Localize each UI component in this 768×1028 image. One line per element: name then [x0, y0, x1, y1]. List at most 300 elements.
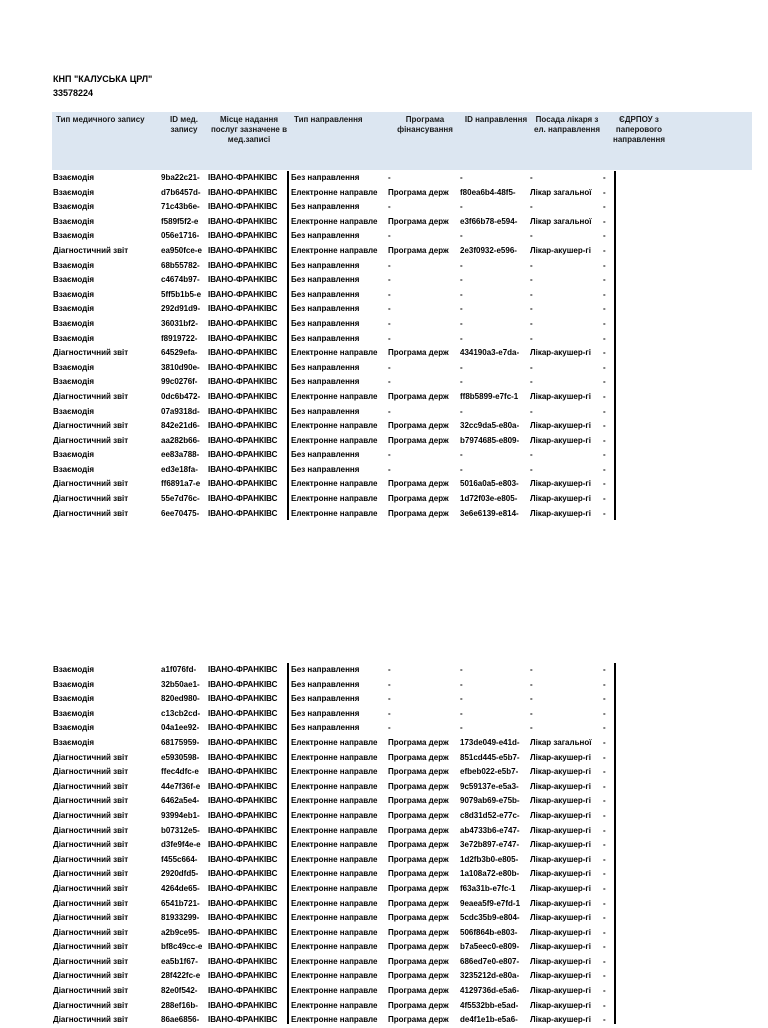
- cell-funding-program: Програма держ: [388, 767, 449, 777]
- table-row: [52, 867, 752, 882]
- cell-referral-type: Електронне направле: [291, 869, 378, 879]
- cell-doctor-position: -: [530, 275, 533, 285]
- cell-record-id: 32b50ae1-: [161, 679, 200, 689]
- cell-doctor-position: Лікар-акушер-гі: [530, 796, 591, 806]
- cell-doctor-position: Лікар-акушер-гі: [530, 494, 591, 504]
- table-row: [52, 940, 752, 955]
- cell-doctor-position: Лікар-акушер-гі: [530, 986, 591, 996]
- cell-service-place: ІВАНО-ФРАНКІВС: [208, 508, 278, 518]
- table-row: [52, 707, 752, 722]
- cell-record-type: Діагностичний звіт: [53, 508, 129, 518]
- cell-referral-type: Електронне направле: [291, 479, 378, 489]
- cell-edrpou: -: [603, 421, 606, 431]
- cell-edrpou: -: [603, 913, 606, 923]
- cell-record-type: Діагностичний звіт: [53, 825, 129, 835]
- cell-edrpou: -: [603, 781, 606, 791]
- cell-doctor-position: Лікар-акушер-гі: [530, 825, 591, 835]
- table-row: [52, 765, 752, 780]
- cell-service-place: ІВАНО-ФРАНКІВС: [208, 464, 278, 474]
- cell-funding-program: Програма держ: [388, 840, 449, 850]
- cell-funding-program: -: [388, 173, 391, 182]
- cell-edrpou: -: [603, 986, 606, 996]
- cell-funding-program: Програма держ: [388, 1015, 449, 1025]
- cell-record-type: Взаємодія: [53, 406, 95, 416]
- cell-referral-id: b7a5eec0-e809-: [460, 942, 520, 952]
- cell-referral-id: 1a108a72-e80b-: [460, 869, 520, 879]
- cell-record-type: Діагностичний звіт: [53, 1015, 129, 1025]
- cell-service-place: ІВАНО-ФРАНКІВС: [208, 1000, 278, 1010]
- cell-edrpou: -: [603, 737, 606, 747]
- cell-edrpou: -: [603, 767, 606, 777]
- cell-record-id: 0dc6b472-: [161, 391, 201, 401]
- cell-edrpou: -: [603, 927, 606, 937]
- cell-record-id: 3810d90e-: [161, 362, 200, 372]
- cell-edrpou: -: [603, 840, 606, 850]
- cell-record-type: Взаємодія: [53, 464, 95, 474]
- table-row: [52, 215, 752, 230]
- table-row: [52, 273, 752, 288]
- cell-service-place: ІВАНО-ФРАНКІВС: [208, 708, 278, 718]
- cell-funding-program: -: [388, 275, 391, 285]
- cell-referral-id: 1d2fb3b0-e805-: [460, 854, 519, 864]
- column-header-referral-id: ID направлення: [464, 115, 528, 124]
- column-divider: [287, 663, 289, 1024]
- cell-service-place: ІВАНО-ФРАНКІВС: [208, 971, 278, 981]
- cell-referral-id: -: [460, 289, 463, 299]
- cell-record-id: 6ee70475-: [161, 508, 200, 518]
- cell-service-place: ІВАНО-ФРАНКІВС: [208, 883, 278, 893]
- cell-funding-program: -: [388, 333, 391, 343]
- cell-record-id: 81933299-: [161, 913, 200, 923]
- cell-record-id: 288ef16b-: [161, 1000, 198, 1010]
- cell-service-place: ІВАНО-ФРАНКІВС: [208, 737, 278, 747]
- cell-service-place: ІВАНО-ФРАНКІВС: [208, 723, 278, 733]
- table-row: [52, 721, 752, 736]
- cell-referral-id: 434190a3-e7da-: [460, 348, 520, 358]
- table-row: [52, 288, 752, 303]
- cell-funding-program: Програма держ: [388, 956, 449, 966]
- cell-edrpou: -: [603, 245, 606, 255]
- cell-referral-id: efbeb022-e5b7-: [460, 767, 519, 777]
- cell-doctor-position: Лікар-акушер-гі: [530, 508, 591, 518]
- cell-referral-type: Без направлення: [291, 231, 360, 241]
- cell-record-id: 86ae6856-: [161, 1015, 200, 1025]
- cell-record-id: 842e21d6-: [161, 421, 200, 431]
- cell-service-place: ІВАНО-ФРАНКІВС: [208, 752, 278, 762]
- cell-record-type: Діагностичний звіт: [53, 421, 129, 431]
- cell-funding-program: -: [388, 231, 391, 241]
- cell-referral-id: 32cc9da5-e80a-: [460, 421, 520, 431]
- cell-referral-id: de4f1e1b-e5a6-: [460, 1015, 518, 1025]
- table-row: [52, 317, 752, 332]
- cell-funding-program: Програма держ: [388, 245, 449, 255]
- table-header: [52, 112, 752, 170]
- cell-service-place: ІВАНО-ФРАНКІВС: [208, 840, 278, 850]
- cell-funding-program: Програма держ: [388, 796, 449, 806]
- column-header-doctor-position: Посада лікаря з ел. направлення: [534, 115, 600, 134]
- cell-service-place: ІВАНО-ФРАНКІВС: [208, 825, 278, 835]
- cell-doctor-position: -: [530, 260, 533, 270]
- table-row: [52, 186, 752, 201]
- cell-edrpou: -: [603, 679, 606, 689]
- cell-service-place: ІВАНО-ФРАНКІВС: [208, 986, 278, 996]
- cell-record-type: Діагностичний звіт: [53, 927, 129, 937]
- cell-referral-id: c8d31d52-e77c-: [460, 810, 520, 820]
- cell-referral-type: Електронне направле: [291, 508, 378, 518]
- cell-record-id: 6462a5e4-: [161, 796, 200, 806]
- cell-doctor-position: Лікар-акушер-гі: [530, 971, 591, 981]
- cell-edrpou: -: [603, 202, 606, 212]
- column-header-referral-type: Тип направлення: [294, 115, 363, 124]
- cell-doctor-position: -: [530, 202, 533, 212]
- cell-doctor-position: Лікар-акушер-гі: [530, 956, 591, 966]
- table-row: [52, 477, 752, 492]
- cell-funding-program: -: [388, 304, 391, 314]
- cell-referral-id: -: [460, 275, 463, 285]
- cell-doctor-position: -: [530, 665, 533, 674]
- cell-referral-type: Електронне направле: [291, 187, 378, 197]
- cell-funding-program: -: [388, 723, 391, 733]
- cell-referral-id: -: [460, 450, 463, 460]
- cell-referral-type: Електронне направле: [291, 752, 378, 762]
- table-row: [52, 926, 752, 941]
- cell-record-type: Взаємодія: [53, 289, 95, 299]
- cell-funding-program: Програма держ: [388, 187, 449, 197]
- cell-referral-type: Електронне направле: [291, 781, 378, 791]
- cell-doctor-position: Лікар-акушер-гі: [530, 810, 591, 820]
- cell-referral-id: -: [460, 260, 463, 270]
- cell-referral-type: Електронне направле: [291, 435, 378, 445]
- cell-referral-id: e3f66b78-e594-: [460, 216, 518, 226]
- cell-doctor-position: Лікар-акушер-гі: [530, 913, 591, 923]
- cell-referral-id: -: [460, 318, 463, 328]
- cell-referral-id: 851cd445-e5b7-: [460, 752, 520, 762]
- cell-service-place: ІВАНО-ФРАНКІВС: [208, 781, 278, 791]
- cell-referral-type: Електронне направле: [291, 216, 378, 226]
- cell-record-id: 55e7d76c-: [161, 494, 200, 504]
- cell-record-id: 292d91d9-: [161, 304, 201, 314]
- cell-referral-type: Без направлення: [291, 665, 360, 674]
- cell-referral-type: Електронне направле: [291, 737, 378, 747]
- cell-funding-program: -: [388, 450, 391, 460]
- cell-referral-type: Без направлення: [291, 450, 360, 460]
- cell-record-id: d3fe9f4e-e: [161, 840, 201, 850]
- cell-record-id: 6541b721-: [161, 898, 200, 908]
- cell-doctor-position: -: [530, 464, 533, 474]
- cell-service-place: ІВАНО-ФРАНКІВС: [208, 173, 278, 182]
- cell-edrpou: -: [603, 869, 606, 879]
- table-row: [52, 302, 752, 317]
- cell-funding-program: -: [388, 694, 391, 704]
- cell-doctor-position: Лікар-акушер-гі: [530, 245, 591, 255]
- cell-record-id: c13cb2cd-: [161, 708, 201, 718]
- table-row: [52, 448, 752, 463]
- cell-record-id: ff6891a7-e: [161, 479, 201, 489]
- cell-record-id: a2b9ce95-: [161, 927, 200, 937]
- cell-doctor-position: Лікар-акушер-гі: [530, 767, 591, 777]
- cell-referral-type: Електронне направле: [291, 956, 378, 966]
- cell-record-id: ea5b1f67-: [161, 956, 198, 966]
- table-right-border: [614, 663, 616, 1024]
- cell-referral-type: Електронне направле: [291, 1000, 378, 1010]
- cell-referral-type: Без направлення: [291, 318, 360, 328]
- cell-record-type: Діагностичний звіт: [53, 810, 129, 820]
- cell-service-place: ІВАНО-ФРАНКІВС: [208, 1015, 278, 1025]
- cell-service-place: ІВАНО-ФРАНКІВС: [208, 810, 278, 820]
- cell-edrpou: -: [603, 187, 606, 197]
- cell-edrpou: -: [603, 1015, 606, 1025]
- cell-funding-program: Програма держ: [388, 854, 449, 864]
- cell-record-type: Діагностичний звіт: [53, 245, 129, 255]
- column-header-funding-program: Програма фінансування: [397, 115, 453, 134]
- cell-service-place: ІВАНО-ФРАНКІВС: [208, 260, 278, 270]
- cell-funding-program: Програма держ: [388, 986, 449, 996]
- cell-record-type: Діагностичний звіт: [53, 479, 129, 489]
- cell-edrpou: -: [603, 479, 606, 489]
- cell-referral-type: Електронне направле: [291, 854, 378, 864]
- table-row: [52, 692, 752, 707]
- cell-referral-id: -: [460, 202, 463, 212]
- cell-record-type: Діагностичний звіт: [53, 942, 129, 952]
- table-row: [52, 244, 752, 259]
- cell-referral-type: Без направлення: [291, 333, 360, 343]
- cell-referral-id: f63a31b-e7fc-1: [460, 883, 516, 893]
- cell-doctor-position: Лікар-акушер-гі: [530, 421, 591, 431]
- cell-edrpou: -: [603, 1000, 606, 1010]
- cell-doctor-position: Лікар-акушер-гі: [530, 781, 591, 791]
- cell-record-id: 820ed980-: [161, 694, 200, 704]
- cell-edrpou: -: [603, 694, 606, 704]
- cell-record-id: f455c664-: [161, 854, 198, 864]
- cell-record-type: Взаємодія: [53, 187, 95, 197]
- cell-referral-id: 3e72b897-e747-: [460, 840, 520, 850]
- cell-record-type: Діагностичний звіт: [53, 1000, 129, 1010]
- cell-funding-program: Програма держ: [388, 883, 449, 893]
- table-row: [52, 419, 752, 434]
- cell-service-place: ІВАНО-ФРАНКІВС: [208, 494, 278, 504]
- cell-service-place: ІВАНО-ФРАНКІВС: [208, 421, 278, 431]
- cell-record-type: Діагностичний звіт: [53, 898, 129, 908]
- cell-service-place: ІВАНО-ФРАНКІВС: [208, 679, 278, 689]
- table-row: [52, 751, 752, 766]
- cell-record-type: Взаємодія: [53, 362, 95, 372]
- table-row: [52, 346, 752, 361]
- cell-funding-program: Програма держ: [388, 508, 449, 518]
- cell-edrpou: -: [603, 796, 606, 806]
- cell-edrpou: -: [603, 173, 606, 182]
- cell-record-type: Взаємодія: [53, 304, 95, 314]
- cell-record-type: Діагностичний звіт: [53, 840, 129, 850]
- cell-referral-id: 9c59137e-e5a3-: [460, 781, 519, 791]
- cell-funding-program: Програма держ: [388, 737, 449, 747]
- cell-referral-type: Електронне направле: [291, 494, 378, 504]
- cell-edrpou: -: [603, 508, 606, 518]
- cell-funding-program: Програма держ: [388, 752, 449, 762]
- table-row: [52, 780, 752, 795]
- cell-service-place: ІВАНО-ФРАНКІВС: [208, 406, 278, 416]
- cell-edrpou: -: [603, 494, 606, 504]
- cell-record-type: Діагностичний звіт: [53, 435, 129, 445]
- cell-funding-program: Програма держ: [388, 494, 449, 504]
- cell-service-place: ІВАНО-ФРАНКІВС: [208, 479, 278, 489]
- cell-service-place: ІВАНО-ФРАНКІВС: [208, 435, 278, 445]
- cell-service-place: ІВАНО-ФРАНКІВС: [208, 956, 278, 966]
- cell-referral-type: Електронне направле: [291, 391, 378, 401]
- cell-referral-id: -: [460, 333, 463, 343]
- cell-doctor-position: Лікар-акушер-гі: [530, 898, 591, 908]
- cell-record-type: Взаємодія: [53, 665, 95, 674]
- cell-record-type: Взаємодія: [53, 333, 95, 343]
- cell-doctor-position: -: [530, 362, 533, 372]
- org-name: КНП "КАЛУСЬКА ЦРЛ": [53, 74, 153, 84]
- cell-edrpou: -: [603, 289, 606, 299]
- cell-funding-program: Програма держ: [388, 1000, 449, 1010]
- cell-edrpou: -: [603, 464, 606, 474]
- cell-funding-program: Програма держ: [388, 898, 449, 908]
- cell-edrpou: -: [603, 333, 606, 343]
- cell-funding-program: -: [388, 289, 391, 299]
- cell-referral-id: 173de049-e41d-: [460, 737, 520, 747]
- cell-record-type: Діагностичний звіт: [53, 348, 129, 358]
- table-row: [52, 405, 752, 420]
- cell-referral-id: 5cdc35b9-e804-: [460, 913, 520, 923]
- cell-record-type: Діагностичний звіт: [53, 781, 129, 791]
- cell-record-id: d7b6457d-: [161, 187, 201, 197]
- cell-record-id: ee83a788-: [161, 450, 200, 460]
- cell-record-id: aa282b66-: [161, 435, 200, 445]
- cell-edrpou: -: [603, 216, 606, 226]
- cell-doctor-position: Лікар-акушер-гі: [530, 942, 591, 952]
- column-divider: [287, 171, 289, 520]
- cell-referral-id: -: [460, 231, 463, 241]
- cell-record-id: 68175959-: [161, 737, 200, 747]
- cell-funding-program: Програма держ: [388, 421, 449, 431]
- cell-referral-id: -: [460, 665, 463, 674]
- cell-funding-program: -: [388, 318, 391, 328]
- cell-service-place: ІВАНО-ФРАНКІВС: [208, 231, 278, 241]
- cell-record-id: 056e1716-: [161, 231, 200, 241]
- cell-funding-program: Програма держ: [388, 971, 449, 981]
- cell-doctor-position: -: [530, 708, 533, 718]
- cell-record-type: Взаємодія: [53, 694, 95, 704]
- table-row: [52, 999, 752, 1014]
- cell-service-place: ІВАНО-ФРАНКІВС: [208, 333, 278, 343]
- cell-record-type: Діагностичний звіт: [53, 986, 129, 996]
- org-header: [53, 72, 152, 100]
- cell-service-place: ІВАНО-ФРАНКІВС: [208, 665, 278, 674]
- cell-record-id: 68b55782-: [161, 260, 200, 270]
- cell-funding-program: Програма держ: [388, 869, 449, 879]
- cell-doctor-position: Лікар-акушер-гі: [530, 752, 591, 762]
- table-row: [52, 838, 752, 853]
- cell-funding-program: -: [388, 464, 391, 474]
- cell-record-id: c4674b97-: [161, 275, 200, 285]
- cell-referral-type: Електронне направле: [291, 348, 378, 358]
- cell-edrpou: -: [603, 665, 606, 674]
- cell-record-id: a1f076fd-: [161, 665, 197, 674]
- cell-referral-id: -: [460, 679, 463, 689]
- table-row: [52, 259, 752, 274]
- cell-record-id: 04a1ee92-: [161, 723, 200, 733]
- cell-record-id: 36031bf2-: [161, 318, 198, 328]
- cell-record-type: Діагностичний звіт: [53, 391, 129, 401]
- cell-referral-id: b7974685-e809-: [460, 435, 520, 445]
- cell-edrpou: -: [603, 348, 606, 358]
- cell-referral-type: Електронне направле: [291, 971, 378, 981]
- cell-edrpou: -: [603, 810, 606, 820]
- cell-funding-program: Програма держ: [388, 913, 449, 923]
- table-row: [52, 882, 752, 897]
- cell-doctor-position: -: [530, 406, 533, 416]
- cell-funding-program: -: [388, 260, 391, 270]
- cell-doctor-position: -: [530, 289, 533, 299]
- table-row: [52, 794, 752, 809]
- cell-record-id: 9ba22c21-: [161, 173, 200, 182]
- cell-record-type: Взаємодія: [53, 173, 95, 182]
- cell-edrpou: -: [603, 304, 606, 314]
- cell-referral-id: ff8b5899-e7fc-1: [460, 391, 519, 401]
- cell-referral-type: Електронне направле: [291, 927, 378, 937]
- cell-referral-id: -: [460, 406, 463, 416]
- cell-referral-type: Електронне направле: [291, 840, 378, 850]
- cell-doctor-position: Лікар-акушер-гі: [530, 840, 591, 850]
- table-row: [52, 853, 752, 868]
- cell-referral-type: Електронне направле: [291, 767, 378, 777]
- cell-edrpou: -: [603, 275, 606, 285]
- cell-referral-type: Електронне направле: [291, 898, 378, 908]
- cell-record-id: ea950fce-e: [161, 245, 202, 255]
- column-header-record-id: ID мед. запису: [170, 115, 198, 134]
- table-row: [52, 229, 752, 244]
- cell-doctor-position: Лікар-акушер-гі: [530, 883, 591, 893]
- cell-edrpou: -: [603, 377, 606, 387]
- cell-service-place: ІВАНО-ФРАНКІВС: [208, 216, 278, 226]
- cell-doctor-position: Лікар-акушер-гі: [530, 1000, 591, 1010]
- cell-service-place: ІВАНО-ФРАНКІВС: [208, 377, 278, 387]
- cell-record-type: Діагностичний звіт: [53, 854, 129, 864]
- cell-service-place: ІВАНО-ФРАНКІВС: [208, 942, 278, 952]
- cell-referral-type: Без направлення: [291, 694, 360, 704]
- table-body-top: [52, 171, 752, 521]
- cell-referral-type: Без направлення: [291, 260, 360, 270]
- cell-record-type: Діагностичний звіт: [53, 883, 129, 893]
- table-row: [52, 897, 752, 912]
- cell-record-type: Діагностичний звіт: [53, 971, 129, 981]
- cell-doctor-position: -: [530, 333, 533, 343]
- table-row: [52, 1013, 752, 1028]
- cell-funding-program: Програма держ: [388, 391, 449, 401]
- table-row: [52, 463, 752, 478]
- cell-record-type: Взаємодія: [53, 723, 95, 733]
- cell-funding-program: Програма держ: [388, 927, 449, 937]
- cell-edrpou: -: [603, 406, 606, 416]
- table-row: [52, 200, 752, 215]
- cell-record-type: Діагностичний звіт: [53, 494, 129, 504]
- cell-edrpou: -: [603, 971, 606, 981]
- cell-record-id: 93994eb1-: [161, 810, 200, 820]
- cell-service-place: ІВАНО-ФРАНКІВС: [208, 869, 278, 879]
- cell-doctor-position: -: [530, 231, 533, 241]
- cell-referral-id: 3235212d-e80a-: [460, 971, 520, 981]
- cell-record-id: f589f5f2-e: [161, 216, 199, 226]
- table-right-border: [614, 171, 616, 520]
- cell-funding-program: Програма держ: [388, 479, 449, 489]
- cell-service-place: ІВАНО-ФРАНКІВС: [208, 898, 278, 908]
- cell-edrpou: -: [603, 260, 606, 270]
- cell-record-id: 5ff5b1b5-e: [161, 289, 202, 299]
- cell-doctor-position: Лікар-акушер-гі: [530, 479, 591, 489]
- cell-edrpou: -: [603, 391, 606, 401]
